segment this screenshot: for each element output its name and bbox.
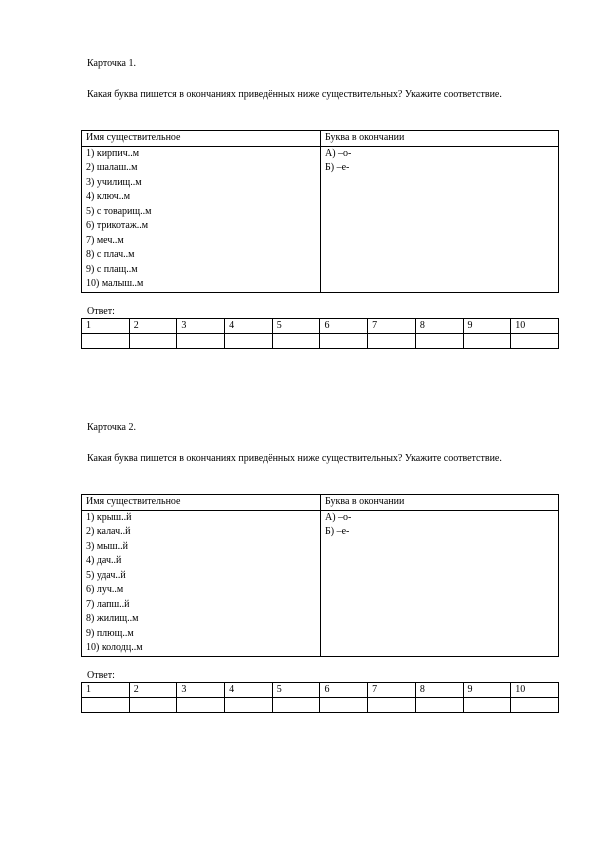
noun-item: 7) лапш..й [86, 598, 130, 610]
answer-blank-cell[interactable] [463, 334, 511, 349]
noun-item: 1) крыш..й [86, 511, 132, 523]
noun-item: 4) дач..й [86, 555, 122, 566]
noun-item: 10) колодц..м [86, 642, 143, 653]
noun-item: 3) мыш..й [86, 540, 128, 552]
answer-number-cell: 2 [129, 683, 177, 698]
noun-item: 6) трикотаж..м [86, 220, 149, 231]
answer-label: Ответ: [87, 306, 115, 317]
noun-item: 2) калач..й [86, 526, 131, 537]
answer-number-cell: 9 [463, 683, 511, 698]
answer-blank-cell[interactable] [415, 334, 463, 349]
answer-number-cell: 4 [225, 683, 273, 698]
matching-table [81, 494, 559, 657]
answer-blank-cell[interactable] [129, 334, 177, 349]
noun-list [86, 511, 320, 656]
letter-option-list [325, 147, 558, 176]
answer-number-cell: 5 [272, 683, 320, 698]
letter-option: А) –о- [325, 511, 352, 523]
letter-list-cell [321, 510, 559, 656]
answer-number-cell: 8 [415, 319, 463, 334]
letter-option: А) –о- [325, 147, 352, 159]
answer-input-row [82, 698, 559, 713]
answer-blank-cell[interactable] [82, 334, 130, 349]
noun-item: 9) плющ..м [86, 627, 134, 639]
noun-item: 5) удач..й [86, 569, 126, 581]
noun-item: 9) с плащ..м [86, 263, 138, 275]
noun-item: 5) с товарищ..м [86, 205, 152, 217]
answer-number-cell: 10 [511, 683, 559, 698]
answer-number-cell: 3 [177, 319, 225, 334]
answer-input-row [82, 334, 559, 349]
noun-list-cell [82, 510, 321, 656]
answer-blank-cell[interactable] [320, 334, 368, 349]
answer-number-cell: 6 [320, 683, 368, 698]
answer-number-cell: 10 [511, 319, 559, 334]
noun-list [86, 147, 320, 292]
task-text: Какая буква пишется в окончаниях приведённых ниже существительных? Укажите соответствие. [87, 89, 502, 100]
answer-number-cell: 1 [82, 683, 130, 698]
card-title: Карточка 2. [87, 422, 136, 433]
answer-blank-cell[interactable] [368, 334, 416, 349]
answer-blank-cell[interactable] [177, 698, 225, 713]
noun-list-cell [82, 146, 321, 292]
answer-blank-cell[interactable] [272, 334, 320, 349]
answer-number-cell: 7 [368, 683, 416, 698]
noun-item: 7) меч..м [86, 234, 124, 246]
answer-blank-cell[interactable] [368, 698, 416, 713]
letter-option: Б) –е- [325, 162, 350, 173]
answer-number-cell: 6 [320, 319, 368, 334]
card-title: Карточка 1. [87, 58, 136, 69]
answer-blank-cell[interactable] [82, 698, 130, 713]
noun-item: 4) ключ..м [86, 191, 131, 202]
letter-list-cell [321, 146, 559, 292]
answer-label: Ответ: [87, 670, 115, 681]
answer-number-cell: 1 [82, 319, 130, 334]
noun-item: 1) кирпич..м [86, 147, 140, 159]
noun-item: 10) малыш..м [86, 278, 144, 289]
noun-item: 6) луч..м [86, 584, 124, 595]
task-text: Какая буква пишется в окончаниях приведённых ниже существительных? Укажите соответствие. [87, 453, 502, 464]
answer-number-cell: 7 [368, 319, 416, 334]
noun-column-header: Имя существительное [82, 495, 321, 511]
answer-number-row [82, 683, 559, 698]
answer-number-cell: 3 [177, 683, 225, 698]
noun-item: 3) училищ..м [86, 176, 142, 188]
noun-column-header: Имя существительное [82, 131, 321, 147]
answer-blank-cell[interactable] [225, 334, 273, 349]
answer-number-cell: 9 [463, 319, 511, 334]
answer-blank-cell[interactable] [129, 698, 177, 713]
noun-item: 8) жилищ..м [86, 613, 139, 624]
answer-blank-cell[interactable] [415, 698, 463, 713]
answer-table [81, 682, 559, 713]
noun-item: 8) с плач..м [86, 249, 135, 260]
answer-blank-cell[interactable] [511, 698, 559, 713]
answer-number-cell: 5 [272, 319, 320, 334]
letter-option-list [325, 511, 558, 540]
answer-blank-cell[interactable] [225, 698, 273, 713]
answer-blank-cell[interactable] [511, 334, 559, 349]
letter-column-header: Буква в окончании [321, 495, 559, 511]
letter-column-header: Буква в окончании [321, 131, 559, 147]
noun-item: 2) шалаш..м [86, 162, 138, 173]
answer-blank-cell[interactable] [463, 698, 511, 713]
answer-blank-cell[interactable] [320, 698, 368, 713]
answer-number-cell: 4 [225, 319, 273, 334]
answer-blank-cell[interactable] [272, 698, 320, 713]
answer-table [81, 318, 559, 349]
answer-blank-cell[interactable] [177, 334, 225, 349]
answer-number-cell: 8 [415, 683, 463, 698]
matching-table [81, 130, 559, 293]
answer-number-row [82, 319, 559, 334]
answer-number-cell: 2 [129, 319, 177, 334]
letter-option: Б) –е- [325, 526, 350, 537]
